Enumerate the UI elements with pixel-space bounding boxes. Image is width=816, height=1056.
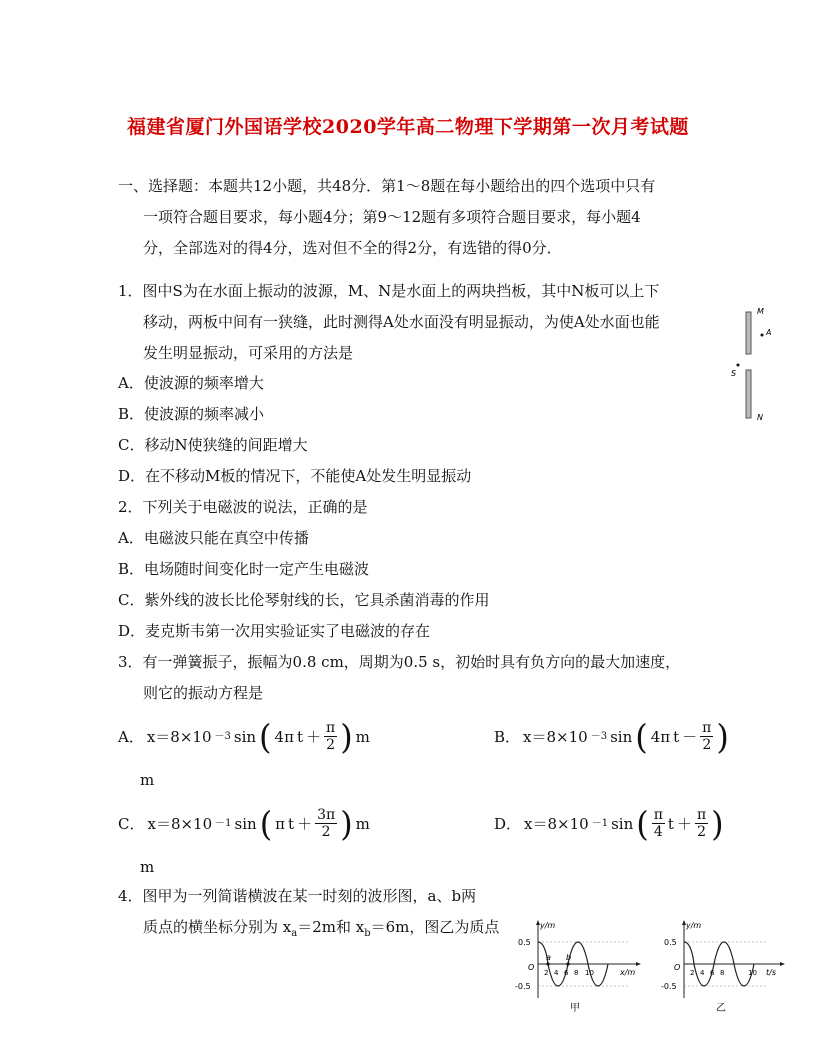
label-a: A [766,328,772,337]
point-a-label: a [546,953,551,962]
question-1-option-a: A．使波源的频率增大 [118,374,264,392]
right-paren: ) [340,716,353,757]
question-2-option-b: B．电场随时间变化时一定产生电磁波 [118,560,370,578]
fraction-numerator: π [653,807,663,823]
formula-sign: ＋ [297,814,313,833]
formula-coefficient: 4π [650,727,671,746]
fraction-denominator: 2 [697,824,707,840]
tick-6: 6 [564,969,569,977]
tick-10: 10 [585,969,594,977]
option-label: A． [118,727,144,746]
x-axis-label: x/m [620,968,636,977]
option-label: D． [494,814,522,833]
formula-function: sin [233,727,257,746]
formula-exponent: －3 [214,730,231,742]
point-a [546,962,549,965]
formula-unit: m [355,814,370,833]
question-3-option-d [494,803,724,844]
formula-prefix: x＝8×10 [146,727,212,746]
question-4-line-1: 4．图甲为一列简谐横波在某一时刻的波形图，a、b两 [118,887,477,905]
y-top-label: 0.5 [518,938,531,947]
page-title: 福建省厦门外国语学校2020学年高二物理下学期第一次月考试题 [127,116,689,138]
question-3-line-1: 3．有一弹簧振子，振幅为0.8 cm，周期为0.5 s，初始时具有负方向的最大加速度， [118,653,681,671]
q4-sub-b: b [364,928,371,939]
formula-prefix: x＝8×10 [524,814,589,833]
fraction-numerator: π [702,720,712,736]
right-paren: ) [711,803,724,844]
formula-function: sin [611,814,634,833]
question-2-option-d: D．麦克斯韦第一次用实验证实了电磁波的存在 [118,622,431,640]
question-3-option-d-unit-wrap: m [140,858,155,876]
question-1-option-c: C．移动N使狭缝的间距增大 [118,436,308,454]
tick-2: 2 [544,969,549,977]
wave-source-s [737,364,740,367]
y-bottom-label: -0.5 [661,982,677,991]
section-instructions-line-1: 一、选择题：本题共12小题，共48分．第1～8题在每小题给出的四个选项中只有 [118,177,656,195]
label-s: S [731,369,737,378]
label-n: N [757,413,763,422]
left-paren: ( [259,803,273,844]
question-1-option-b: B．使波源的频率减小 [118,405,265,423]
fraction-numerator: π [325,720,336,736]
x-axis-arrow [780,962,785,966]
graph-caption: 乙 [716,1003,726,1014]
q4-text-a: 质点的横坐标分别为 x [143,918,292,936]
formula-sign: － [682,727,698,746]
question-3-line-2: 则它的振动方程是 [143,684,264,702]
wave-graph-yi [656,918,792,1018]
q4-text-c: ＝6m，图乙为质点 [370,918,500,936]
formula-coefficient: 4π [274,727,294,746]
point-b-label: b [566,953,572,962]
point-b [566,962,569,965]
formula-exponent: －3 [590,730,608,742]
option-label: B． [494,727,521,746]
question-2-option-a: A．电磁波只能在真空中传播 [118,529,309,547]
fraction [695,807,708,840]
barrier-n [746,370,751,418]
question-1-line-1: 1．图中S为在水面上振动的波源，M、N是水面上的两块挡板，其中N板可以上下 [118,282,660,300]
question-3-option-c [118,803,370,844]
wave-graph-jia [510,918,646,1018]
barrier-m [746,312,751,354]
tick-4: 4 [554,969,559,977]
origin-label: O [528,963,535,972]
fraction [324,720,337,753]
tick-6: 6 [710,969,715,977]
question-3-option-b [494,716,729,757]
origin-label: O [674,963,681,972]
formula-unit: m [355,727,370,746]
question-2-option-c: C．紫外线的波长比伦琴射线的长，它具杀菌消毒的作用 [118,591,490,609]
fraction-denominator: 2 [326,737,336,753]
formula-coefficient: π [275,814,286,833]
tick-8: 8 [574,969,579,977]
fraction [700,720,713,753]
question-2-stem: 2．下列关于电磁波的说法，正确的是 [118,498,368,516]
formula-variable: t [673,727,680,746]
section-instructions-line-2: 一项符合题目要求，每小题4分；第9～12题有多项符合题目要求，每小题4 [143,208,641,226]
right-paren: ) [716,716,729,757]
fraction [315,807,337,840]
fraction-denominator: 2 [321,824,331,840]
formula-sign: ＋ [305,727,321,746]
question-4-line-2 [143,917,499,944]
question-1-line-2: 移动，两板中间有一狭缝，此时测得A处水面没有明显振动，为使A处水面也能 [143,313,660,331]
y-top-label: 0.5 [664,938,677,947]
tick-2: 2 [690,969,695,977]
question-1-option-d: D．在不移动M板的情况下，不能使A处发生明显振动 [118,467,472,485]
formula-function: sin [610,727,633,746]
fraction-denominator: 2 [702,737,712,753]
graph-caption: 甲 [570,1003,580,1014]
left-paren: ( [259,716,272,757]
formula-exponent: －1 [591,817,609,829]
question-1-line-3: 发生明显振动，可采用的方法是 [143,344,354,362]
left-paren: ( [636,803,649,844]
tick-4: 4 [700,969,705,977]
formula-variable: t [296,727,303,746]
formula-function: sin [234,814,257,833]
right-paren: ) [340,803,353,844]
y-axis-label: y/m [540,921,556,930]
q4-text-b: ＝2m和 x [297,918,365,936]
formula-prefix: x＝8×10 [147,814,213,833]
q4-sub-a: a [291,928,298,939]
question-3-option-a [118,716,370,757]
label-m: M [757,307,764,316]
formula-variable: t [288,814,295,833]
formula-sign: ＋ [676,814,692,833]
question-1-figure [726,302,786,428]
tick-8: 8 [720,969,725,977]
fraction-numerator: 3π [317,807,336,823]
fraction-numerator: π [696,807,707,823]
formula-exponent: －1 [215,817,232,829]
formula-prefix: x＝8×10 [523,727,588,746]
tick-10: 10 [748,969,757,977]
fraction-denominator: 4 [653,824,663,840]
fraction-coefficient [652,807,665,840]
point-a [761,334,764,337]
x-axis-arrow [636,962,641,966]
question-3-option-b-unit-wrap: m [140,771,155,789]
option-label: C． [118,814,145,833]
formula-variable: t [667,814,674,833]
y-bottom-label: -0.5 [515,982,531,991]
x-axis-label: t/s [766,968,776,977]
y-axis-label: y/m [686,921,702,930]
left-paren: ( [635,716,648,757]
section-instructions-line-3: 分，全部选对的得4分，选对但不全的得2分，有选错的得0分． [143,239,562,257]
